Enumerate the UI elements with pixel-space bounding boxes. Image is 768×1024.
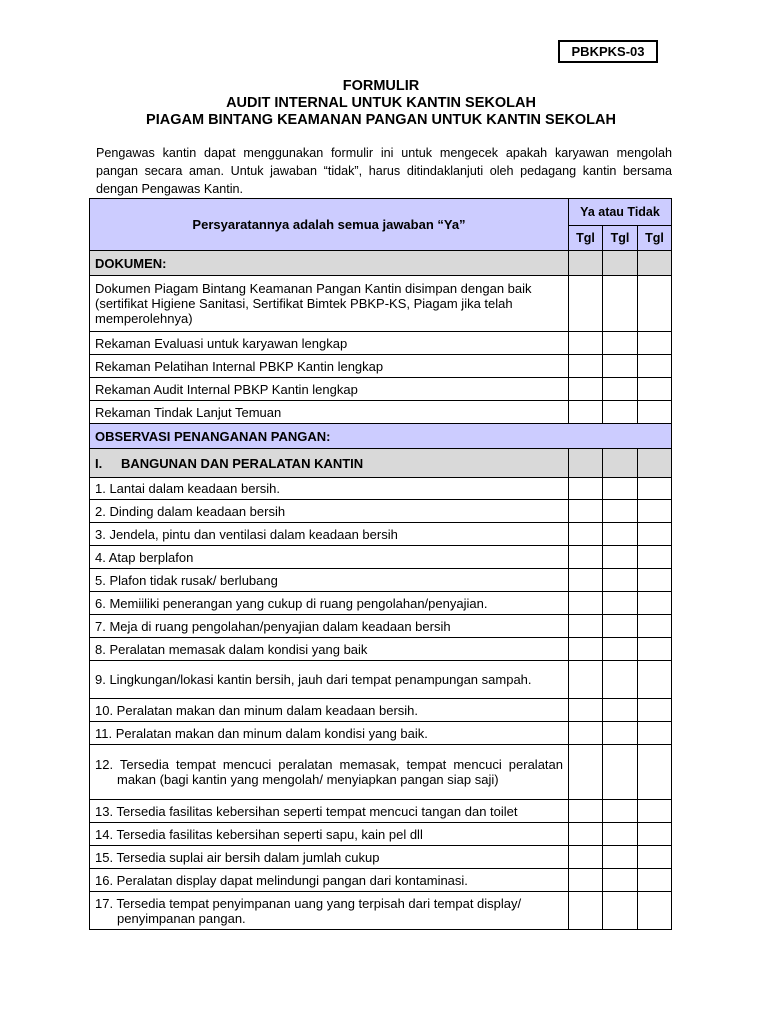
dokumen-item: Dokumen Piagam Bintang Keamanan Pangan Kantin disimpan dengan baik (sertifikat Higiene Sanitasi, Sertifikat Bimtek PBKP-KS, Piagam jika telah memperolehnya) bbox=[90, 276, 569, 332]
header-answer: Ya atau Tidak bbox=[569, 199, 672, 226]
observasi-item: 14. Tersedia fasilitas kebersihan seperti sapu, kain pel dll bbox=[90, 823, 569, 846]
checkbox-cell[interactable] bbox=[638, 699, 672, 722]
checkbox-cell[interactable] bbox=[569, 276, 603, 332]
checkbox-cell[interactable] bbox=[603, 800, 638, 823]
form-title-line-1: FORMULIR bbox=[342, 78, 420, 94]
checkbox-cell[interactable] bbox=[638, 332, 672, 355]
form-title-block bbox=[0, 78, 762, 129]
checkbox-cell[interactable] bbox=[569, 332, 603, 355]
checkbox-cell[interactable] bbox=[603, 401, 638, 424]
checkbox-cell[interactable] bbox=[603, 823, 638, 846]
checkbox-cell[interactable] bbox=[638, 251, 672, 276]
subsection-bangunan bbox=[90, 449, 569, 478]
checkbox-cell[interactable] bbox=[638, 661, 672, 699]
checkbox-cell[interactable] bbox=[638, 615, 672, 638]
checkbox-cell[interactable] bbox=[569, 745, 603, 800]
checkbox-cell[interactable] bbox=[603, 569, 638, 592]
checkbox-cell[interactable] bbox=[638, 569, 672, 592]
form-title-line-2: AUDIT INTERNAL UNTUK KANTIN SEKOLAH bbox=[226, 95, 536, 111]
observasi-item: 16. Peralatan display dapat melindungi pangan dari kontaminasi. bbox=[90, 869, 569, 892]
checkbox-cell[interactable] bbox=[638, 638, 672, 661]
observasi-item: 8. Peralatan memasak dalam kondisi yang baik bbox=[90, 638, 569, 661]
checkbox-cell[interactable] bbox=[569, 401, 603, 424]
checkbox-cell[interactable] bbox=[603, 251, 638, 276]
header-tgl-1: Tgl bbox=[569, 226, 603, 251]
checkbox-cell[interactable] bbox=[569, 592, 603, 615]
checkbox-cell[interactable] bbox=[569, 500, 603, 523]
checkbox-cell[interactable] bbox=[569, 449, 603, 478]
checkbox-cell[interactable] bbox=[638, 722, 672, 745]
checkbox-cell[interactable] bbox=[569, 699, 603, 722]
form-code-badge: PBKPKS-03 bbox=[558, 40, 658, 63]
observasi-item: 5. Plafon tidak rusak/ berlubang bbox=[90, 569, 569, 592]
checkbox-cell[interactable] bbox=[638, 869, 672, 892]
checkbox-cell[interactable] bbox=[638, 276, 672, 332]
observasi-item: 15. Tersedia suplai air bersih dalam jumlah cukup bbox=[90, 846, 569, 869]
checkbox-cell[interactable] bbox=[603, 500, 638, 523]
checkbox-cell[interactable] bbox=[638, 401, 672, 424]
checkbox-cell[interactable] bbox=[569, 523, 603, 546]
checkbox-cell[interactable] bbox=[569, 615, 603, 638]
observasi-item: 9. Lingkungan/lokasi kantin bersih, jauh dari tempat penampungan sampah. bbox=[90, 661, 569, 699]
checkbox-cell[interactable] bbox=[638, 355, 672, 378]
observasi-item: 12. Tersedia tempat mencuci peralatan memasak, tempat mencuci peralatan makan (bagi kantin yang mengolah/ menyiapkan pangan siap saji) bbox=[90, 745, 569, 800]
checkbox-cell[interactable] bbox=[603, 546, 638, 569]
checkbox-cell[interactable] bbox=[638, 592, 672, 615]
header-tgl-3: Tgl bbox=[638, 226, 672, 251]
checkbox-cell[interactable] bbox=[638, 500, 672, 523]
checkbox-cell[interactable] bbox=[569, 823, 603, 846]
checkbox-cell[interactable] bbox=[638, 378, 672, 401]
intro-paragraph: Pengawas kantin dapat menggunakan formulir ini untuk mengecek apakah karyawan mengolah pangan secara aman. Untuk jawaban “tidak”, harus ditindaklanjuti oleh pedagang kantin bersama dengan Pengawas Kantin. bbox=[96, 146, 672, 196]
observasi-item: 6. Memiiliki penerangan yang cukup di ruang pengolahan/penyajian. bbox=[90, 592, 569, 615]
subsection-label: BANGUNAN DAN PERALATAN KANTIN bbox=[121, 455, 364, 471]
checkbox-cell[interactable] bbox=[569, 478, 603, 500]
checkbox-cell[interactable] bbox=[638, 745, 672, 800]
checkbox-cell[interactable] bbox=[638, 800, 672, 823]
observasi-item: 17. Tersedia tempat penyimpanan uang yang terpisah dari tempat display/ penyimpanan pangan. bbox=[90, 892, 569, 930]
checkbox-cell[interactable] bbox=[603, 615, 638, 638]
observasi-item: 13. Tersedia fasilitas kebersihan seperti tempat mencuci tangan dan toilet bbox=[90, 800, 569, 823]
checkbox-cell[interactable] bbox=[569, 892, 603, 930]
checkbox-cell[interactable] bbox=[603, 355, 638, 378]
observasi-item: 11. Peralatan makan dan minum dalam kondisi yang baik. bbox=[90, 722, 569, 745]
checkbox-cell[interactable] bbox=[603, 745, 638, 800]
audit-checklist-table bbox=[89, 198, 672, 930]
checkbox-cell[interactable] bbox=[638, 478, 672, 500]
section-dokumen: DOKUMEN: bbox=[90, 251, 569, 276]
observasi-item: 2. Dinding dalam keadaan bersih bbox=[90, 500, 569, 523]
checkbox-cell[interactable] bbox=[569, 722, 603, 745]
checkbox-cell[interactable] bbox=[569, 355, 603, 378]
checkbox-cell[interactable] bbox=[603, 869, 638, 892]
dokumen-item: Rekaman Audit Internal PBKP Kantin lengkap bbox=[90, 378, 569, 401]
observasi-item: 4. Atap berplafon bbox=[90, 546, 569, 569]
section-observasi: OBSERVASI PENANGANAN PANGAN: bbox=[90, 424, 672, 449]
checkbox-cell[interactable] bbox=[603, 892, 638, 930]
form-title-line-3: PIAGAM BINTANG KEAMANAN PANGAN UNTUK KANTIN SEKOLAH bbox=[146, 112, 616, 128]
checkbox-cell[interactable] bbox=[603, 478, 638, 500]
checkbox-cell[interactable] bbox=[603, 449, 638, 478]
checkbox-cell[interactable] bbox=[569, 569, 603, 592]
checkbox-cell[interactable] bbox=[638, 823, 672, 846]
dokumen-item: Rekaman Pelatihan Internal PBKP Kantin lengkap bbox=[90, 355, 569, 378]
checkbox-cell[interactable] bbox=[569, 846, 603, 869]
observasi-item: 10. Peralatan makan dan minum dalam keadaan bersih. bbox=[90, 699, 569, 722]
checkbox-cell[interactable] bbox=[603, 523, 638, 546]
checkbox-cell[interactable] bbox=[603, 592, 638, 615]
checkbox-cell[interactable] bbox=[569, 638, 603, 661]
checkbox-cell[interactable] bbox=[603, 276, 638, 332]
checkbox-cell[interactable] bbox=[569, 251, 603, 276]
checkbox-cell[interactable] bbox=[638, 892, 672, 930]
checkbox-cell[interactable] bbox=[603, 699, 638, 722]
checkbox-cell[interactable] bbox=[569, 800, 603, 823]
checkbox-cell[interactable] bbox=[569, 546, 603, 569]
checkbox-cell[interactable] bbox=[603, 722, 638, 745]
checkbox-cell[interactable] bbox=[638, 546, 672, 569]
dokumen-item: Rekaman Evaluasi untuk karyawan lengkap bbox=[90, 332, 569, 355]
observasi-item: 7. Meja di ruang pengolahan/penyajian dalam keadaan bersih bbox=[90, 615, 569, 638]
observasi-item: 3. Jendela, pintu dan ventilasi dalam keadaan bersih bbox=[90, 523, 569, 546]
dokumen-item: Rekaman Tindak Lanjut Temuan bbox=[90, 401, 569, 424]
checkbox-cell[interactable] bbox=[603, 846, 638, 869]
subsection-number: I. bbox=[95, 455, 103, 471]
checkbox-cell[interactable] bbox=[569, 869, 603, 892]
checkbox-cell[interactable] bbox=[603, 638, 638, 661]
checkbox-cell[interactable] bbox=[603, 332, 638, 355]
checkbox-cell[interactable] bbox=[638, 523, 672, 546]
checkbox-cell[interactable] bbox=[603, 378, 638, 401]
checkbox-cell[interactable] bbox=[638, 846, 672, 869]
header-requirement: Persyaratannya adalah semua jawaban “Ya” bbox=[90, 199, 569, 251]
checkbox-cell[interactable] bbox=[569, 378, 603, 401]
observasi-item: 1. Lantai dalam keadaan bersih. bbox=[90, 478, 569, 500]
checkbox-cell[interactable] bbox=[638, 449, 672, 478]
checkbox-cell[interactable] bbox=[603, 661, 638, 699]
header-tgl-2: Tgl bbox=[603, 226, 638, 251]
checkbox-cell[interactable] bbox=[569, 661, 603, 699]
